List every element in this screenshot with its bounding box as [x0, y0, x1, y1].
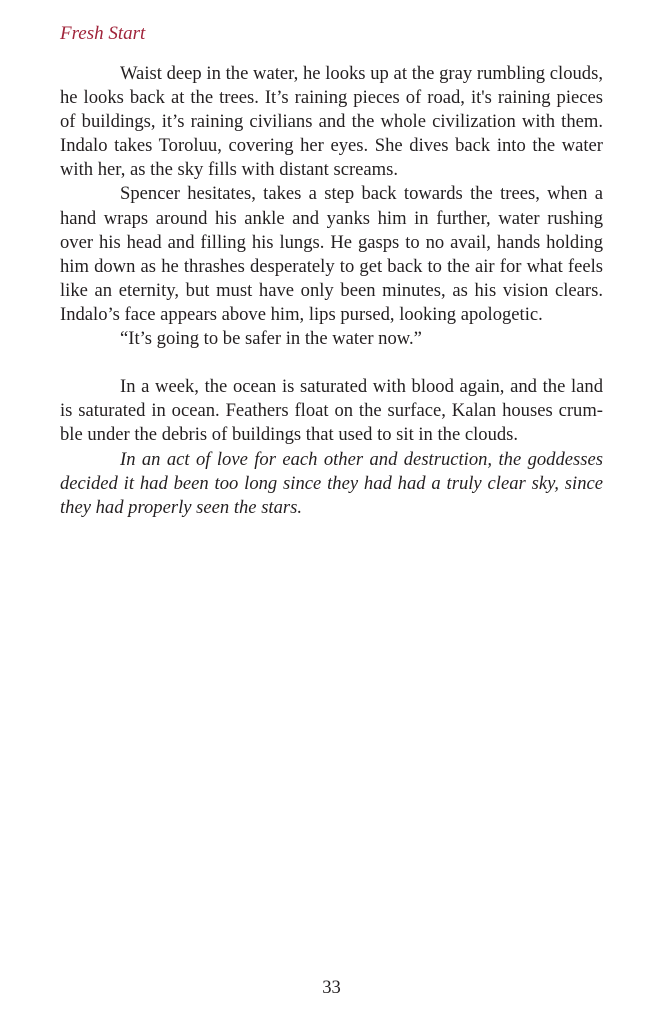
- paragraph: In a week, the ocean is saturated with blood again, and the land is saturated in ocean. Feathers float on the surface, Kalan houses crumble under the debris of buildings that used to sit in the clouds.: [60, 376, 603, 446]
- book-page: [60, 0, 603, 1024]
- italic-paragraph: In an act of love for each other and destruction, the goddesses decided it had been too long since they had had a truly clear sky, since they had properly seen the stars.: [60, 448, 603, 518]
- running-head-title: Fresh Start: [60, 23, 146, 44]
- paragraph: Waist deep in the water, he looks up at the gray rumbling clouds, he looks back at the trees. It’s raining pieces of road, it's raining pieces of buildings, it’s raining civilians and the whole civilization with them. Indalo takes Toroluu, covering her eyes. She dives back into the water with her, as the sky fills with distant screams.: [60, 63, 603, 181]
- section-break: [60, 351, 603, 375]
- dialogue-paragraph: “It’s going to be safer in the water now.”: [120, 328, 422, 350]
- body-text: [60, 62, 603, 520]
- paragraph: Spencer hesitates, takes a step back towards the trees, when a hand wraps around his ankle and yanks him in further, water rushing over his head and filling his lungs. He gasps to no avail, hands holding him down as he thrashes desperately to get back to the air for what feels like an eternity, but must have only been minutes, as his vision clears. Indalo’s face appears above him, lips pursed, looking apologetic.: [60, 183, 603, 325]
- page-number: 33: [322, 977, 341, 998]
